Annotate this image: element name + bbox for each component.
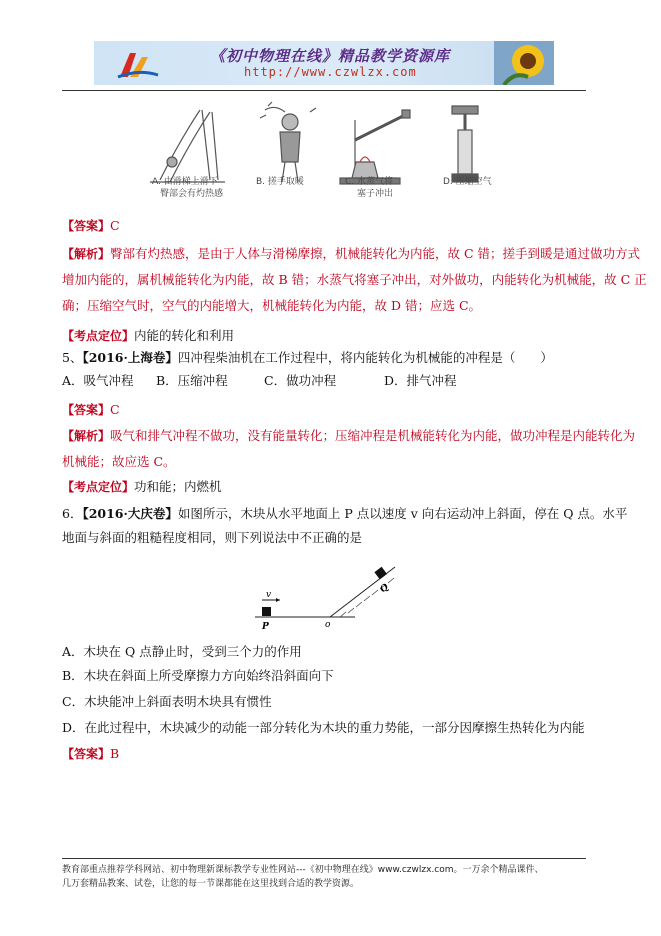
answer-value: B bbox=[110, 746, 120, 761]
label-v: v bbox=[266, 590, 272, 600]
label-p: P bbox=[262, 622, 269, 632]
logo-icon bbox=[116, 47, 160, 81]
footer-divider bbox=[62, 858, 586, 859]
block-q bbox=[374, 567, 387, 580]
analysis-text: 吸气和排气冲程不做功，没有能量转化；压缩冲程是机械能转化为内能，做功冲程是内能转化为 bbox=[110, 428, 636, 443]
header-divider bbox=[62, 90, 586, 91]
figure-caption-a: A. 由滑梯上滑下 bbox=[152, 177, 218, 187]
option-c: C．做功冲程 bbox=[264, 373, 337, 388]
footer-line-1: 教育部重点推荐学科网站、初中物理新课标教学专业性网站---《初中物理在线》www.czwlzx.com。一万余个精品课件、 bbox=[62, 865, 544, 875]
header-title: 《初中物理在线》精品教学资源库 bbox=[210, 47, 451, 65]
question-number: 6． bbox=[62, 506, 83, 521]
incline-diagram bbox=[200, 555, 430, 635]
q6-answer bbox=[62, 746, 622, 762]
option-d: D．排气冲程 bbox=[384, 373, 457, 388]
point-tag: 【考点定位】 bbox=[62, 480, 135, 494]
footer-line-2: 几万套精品教案、试卷，让您的每一节课都能在这里找到合适的教学资源。 bbox=[62, 879, 360, 889]
q4-analysis-2: 增加内能的，属机械能转化为内能，故 B 错；水蒸气将塞子冲出，对外做功，内能转化为机械能，故 C 正 bbox=[62, 272, 647, 287]
analysis-tag: 【解析】 bbox=[62, 247, 111, 261]
answer-value: C bbox=[110, 218, 120, 233]
figure-caption-c-2: 塞子冲出 bbox=[357, 189, 394, 199]
answer-value: C bbox=[110, 402, 120, 417]
q5-answer bbox=[62, 402, 622, 418]
figure-caption-c: C. 水蒸气将 bbox=[345, 177, 394, 187]
q6-stem-1 bbox=[62, 506, 628, 522]
point-text: 内能的转化和利用 bbox=[134, 328, 235, 343]
q6-option-c: C．木块能冲上斜面表明木块具有惯性 bbox=[62, 694, 272, 709]
point-tag: 【考点定位】 bbox=[62, 329, 135, 343]
q5-analysis-2: 机械能；故应选 C。 bbox=[62, 454, 176, 469]
question-source: 【2016·上海卷】 bbox=[82, 350, 178, 365]
option-a: A．吸气冲程 bbox=[62, 373, 134, 388]
q6-stem-2: 地面与斜面的粗糙程度相同，则下列说法中不正确的是 bbox=[62, 530, 363, 545]
q4-analysis-3: 确；压缩空气时，空气的内能增大，机械能转化为内能，故 D 错；应选 C。 bbox=[62, 298, 482, 313]
question-stem: 如图所示，木块从水平地面上 P 点以速度 v 向右运动冲上斜面，停在 Q 点。水平 bbox=[177, 506, 628, 521]
question-source: 【2016·大庆卷】 bbox=[82, 506, 178, 521]
slide-illustration bbox=[150, 110, 225, 182]
block-p bbox=[262, 607, 271, 616]
figure-caption-d: D. 压缩空气 bbox=[443, 177, 492, 187]
figure-caption-b: B. 搓手取暖 bbox=[256, 177, 304, 187]
analysis-tag: 【解析】 bbox=[62, 429, 111, 443]
q5-analysis-1 bbox=[62, 428, 636, 444]
point-text: 功和能；内燃机 bbox=[134, 479, 222, 494]
header-banner bbox=[94, 41, 554, 85]
q5-stem bbox=[62, 350, 622, 366]
answer-tag: 【答案】 bbox=[62, 219, 111, 233]
q4-answer bbox=[62, 218, 622, 234]
q5-point bbox=[62, 479, 622, 495]
analysis-text: 臀部有灼热感，是由于人体与滑梯摩擦，机械能转化为内能，故 C 错；搓手到暖是通过做功方式 bbox=[110, 246, 641, 261]
question-stem: 四冲程柴油机在工作过程中，将内能转化为机械能的冲程是（ ） bbox=[177, 350, 553, 365]
figure-caption-a-2: 臀部会有灼热感 bbox=[160, 189, 224, 199]
option-b: B．压缩冲程 bbox=[156, 373, 228, 388]
q6-option-b: B．木块在斜面上所受摩擦力方向始终沿斜面向下 bbox=[62, 668, 334, 683]
q6-option-a: A．木块在 Q 点静止时，受到三个力的作用 bbox=[62, 644, 302, 659]
q6-option-d: D．在此过程中，木块减少的动能一部分转化为木块的重力势能，一部分因摩擦生热转化为内能 bbox=[62, 720, 585, 735]
answer-tag: 【答案】 bbox=[62, 403, 111, 417]
rubbing-hands-illustration bbox=[260, 102, 316, 182]
sunflower-icon bbox=[494, 41, 554, 85]
q4-analysis-1 bbox=[62, 246, 641, 262]
header-url[interactable]: http://www.czwlzx.com bbox=[244, 65, 417, 79]
air-pump-illustration bbox=[452, 106, 478, 182]
label-o: o bbox=[325, 620, 331, 630]
velocity-arrow-icon bbox=[276, 598, 280, 602]
answer-tag: 【答案】 bbox=[62, 747, 111, 761]
q4-point bbox=[62, 328, 622, 344]
q5-options bbox=[62, 373, 622, 389]
question-number: 5、 bbox=[62, 350, 83, 365]
label-q: Q bbox=[378, 582, 391, 596]
steam-tube-illustration bbox=[340, 110, 410, 184]
